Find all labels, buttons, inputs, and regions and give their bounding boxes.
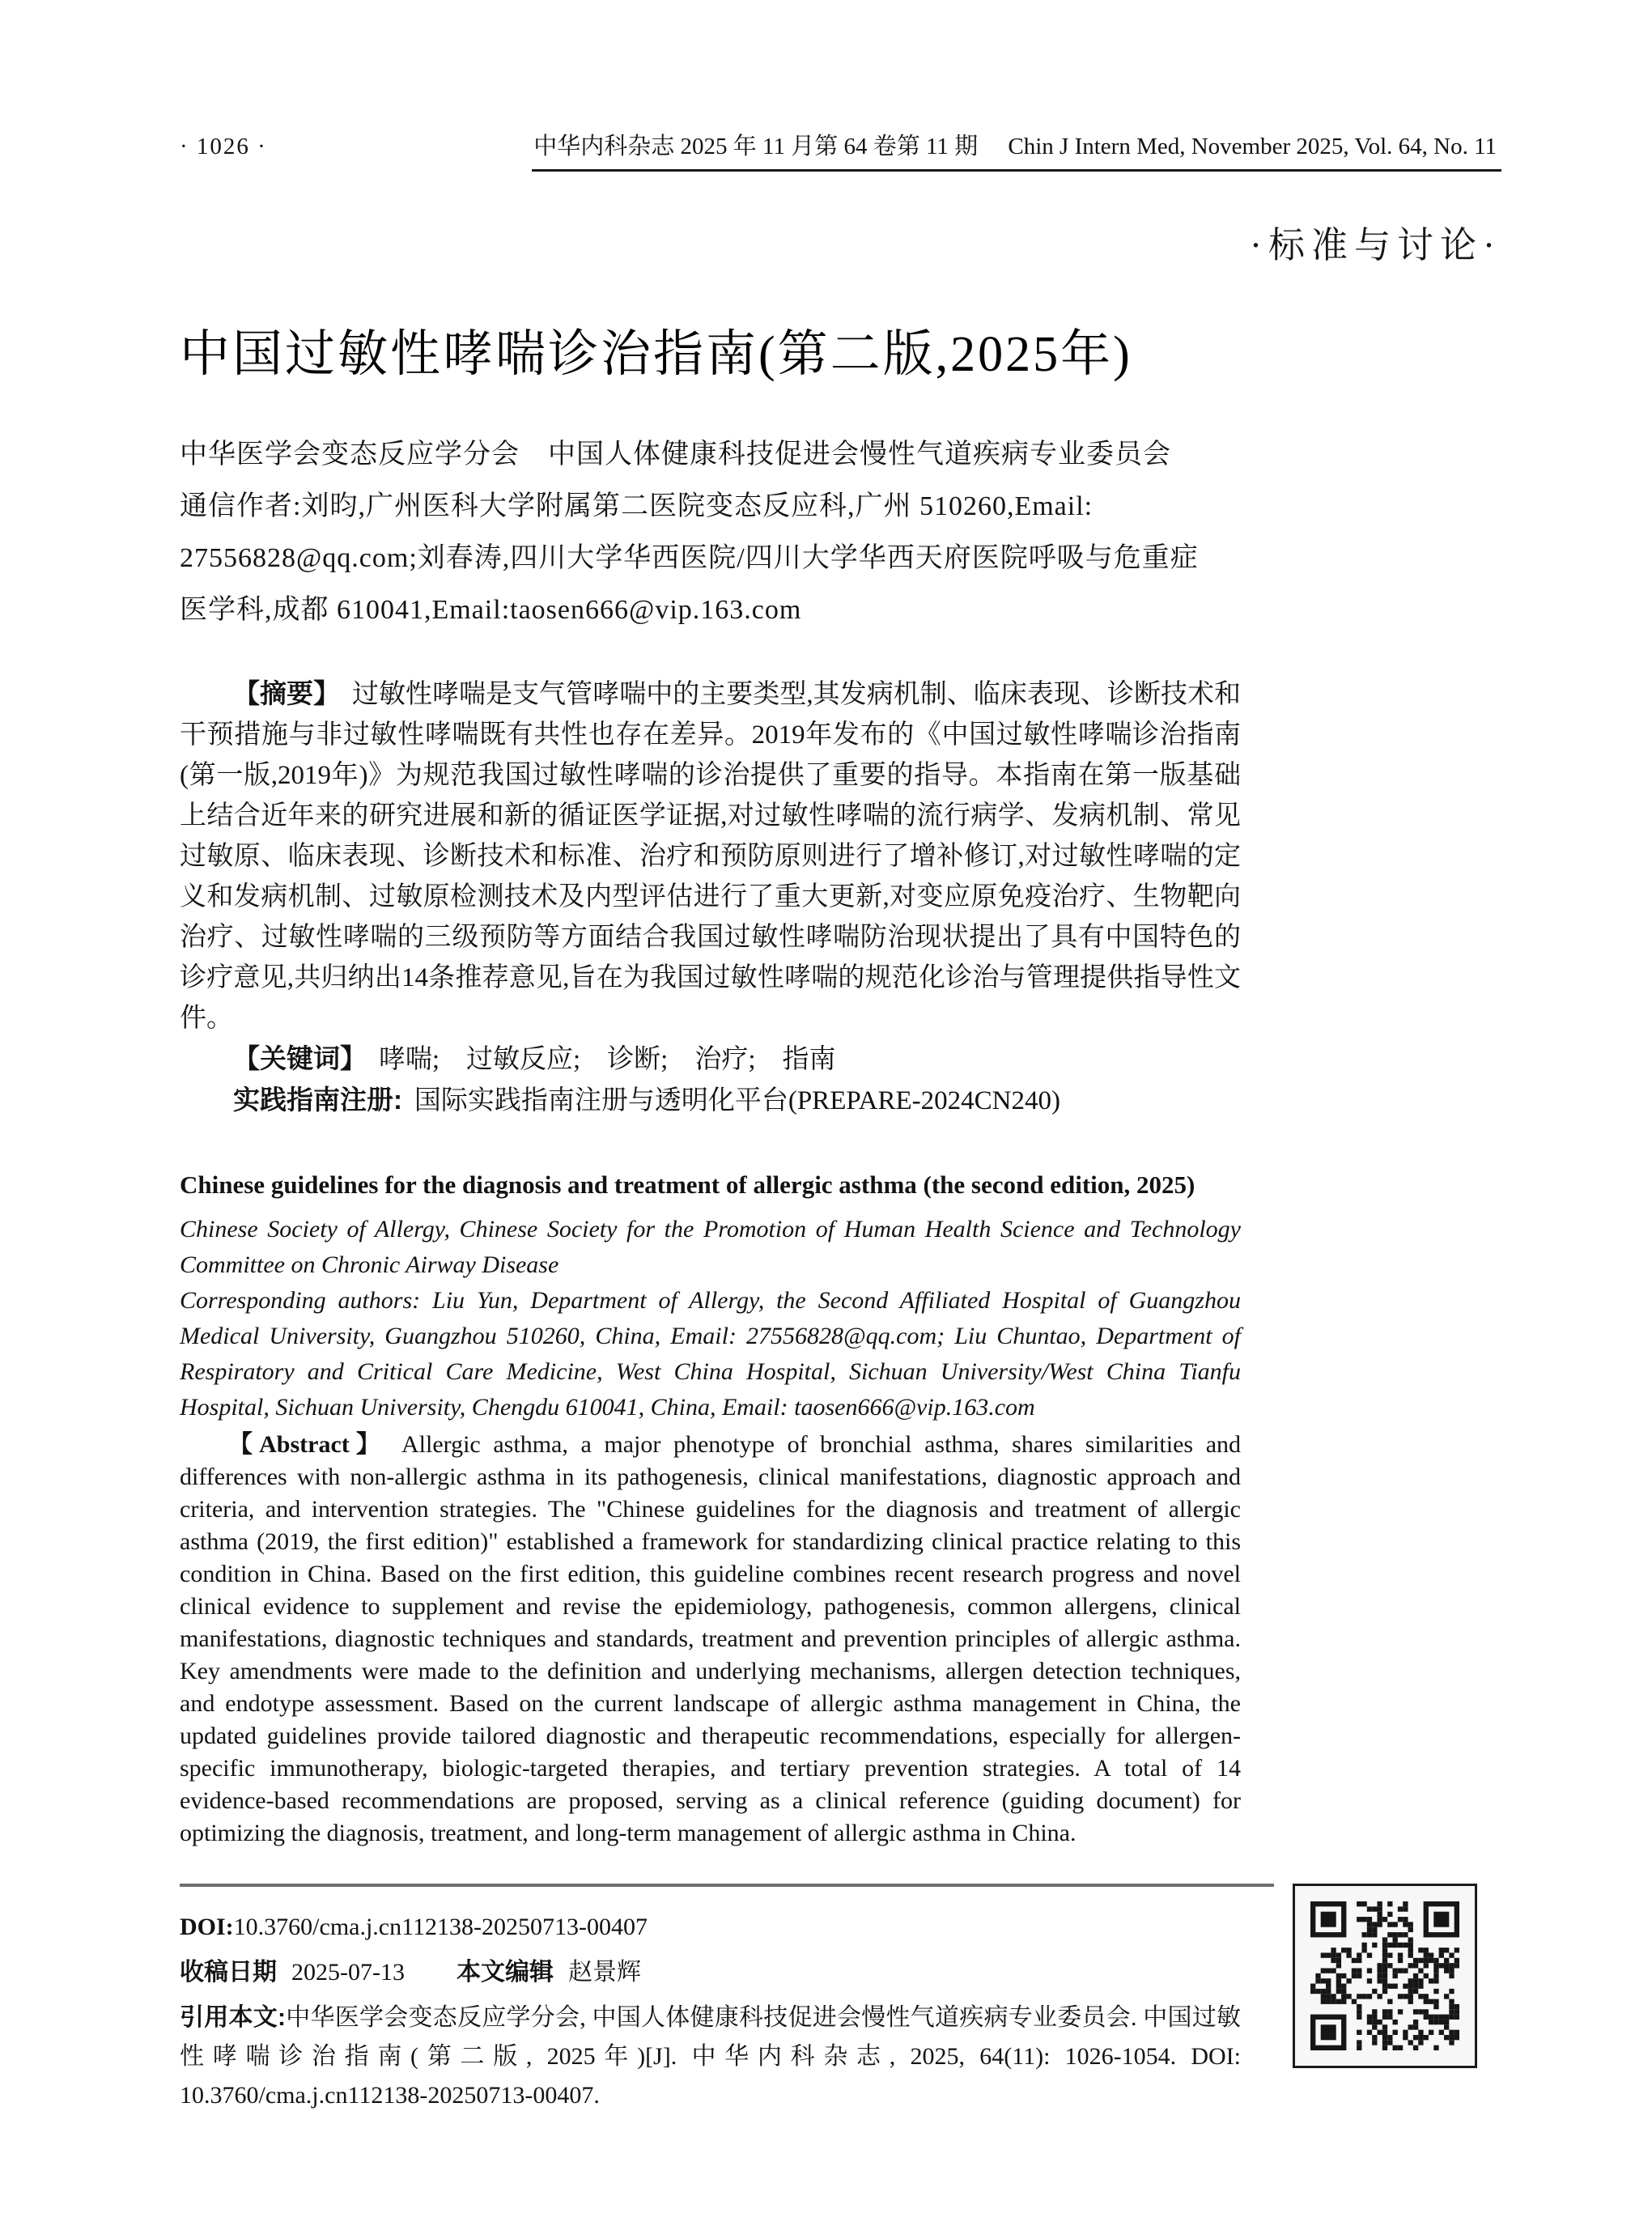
- editor-value: 赵景辉: [567, 1959, 641, 1986]
- author-line: 中华医学会变态反应学分会 中国人体健康科技促进会慢性气道疾病专业委员会: [180, 440, 1171, 469]
- doi-label: DOI:: [180, 1914, 234, 1940]
- editor-label: 本文编辑: [456, 1959, 554, 1986]
- qr-code-pattern: [1310, 1901, 1459, 2050]
- doi-value: 10.3760/cma.j.cn112138-20250713-00407: [233, 1914, 648, 1940]
- author-block: [180, 429, 1241, 636]
- author-line: 医学科,成都 610041,Email:taosen666@vip.163.com: [180, 595, 802, 625]
- abstract-label: 【摘要】: [233, 678, 341, 708]
- english-section: [180, 1166, 1241, 1850]
- footnote-divider: [180, 1884, 1274, 1887]
- registration-line: [180, 1080, 1241, 1121]
- english-abstract: [180, 1429, 1241, 1850]
- abstract-text: 过敏性哮喘是支气管哮喘中的主要类型,其发病机制、临床表现、诊断技术和干预措施与非过敏性哮喘既有共性也存在差异。2019年发布的《中国过敏性哮喘诊治指南(第一版,2019年)》为规范我国过敏性哮喘的诊治提供了重要的指导。本指南在第一版基础上结合近年来的研究进展和新的循证医学证据,对过敏性哮喘的流行病学、发病机制、常见过敏原、临床表现、诊断技术和标准、治疗和预防原则进行了增补修订,对过敏性哮喘的定义和发病机制、过敏原检测技术及内型评估进行了重大更新,对变应原免疫治疗、生物靶向治疗、过敏性哮喘的三级预防等方面结合我国过敏性哮喘防治现状提出了具有中国特色的诊疗意见,共归纳出14条推荐意见,旨在为我国过敏性哮喘的规范化诊治与管理提供指导性文件。: [180, 680, 1242, 1033]
- registration-label: 实践指南注册:: [233, 1085, 402, 1115]
- english-abstract-label: 【Abstract】: [228, 1431, 387, 1458]
- citation-text: 中华医学会变态反应学分会, 中国人体健康科技促进会慢性气道疾病专业委员会. 中国过敏性哮喘诊治指南(第二版, 2025年)[J]. 中华内科杂志, 2025, 64(11): 1026-1054. DOI: 10.3760/cma.j.cn112138-20250713-00407.: [180, 2004, 1241, 2109]
- article-title: 中国过敏性哮喘诊治指南(第二版,2025年): [180, 327, 1132, 382]
- chinese-abstract: [180, 673, 1241, 1039]
- citation-paragraph: [180, 1999, 1241, 2115]
- page-number: · 1026 ·: [180, 134, 267, 159]
- english-society: Chinese Society of Allergy, Chinese Society for the Promotion of Human Health Science and Technology Committee on Chronic Airway Disease: [180, 1216, 1241, 1278]
- journal-name-en: Chin J Intern Med, November 2025, Vol. 64, No. 11: [1008, 134, 1497, 159]
- section-label: ·标准与讨论·: [1250, 225, 1501, 266]
- received-date-value: 2025-07-13: [291, 1959, 405, 1986]
- received-date-label: 收稿日期: [180, 1959, 277, 1986]
- chinese-abstract-section: [180, 673, 1241, 1121]
- keywords-line: [180, 1039, 1241, 1080]
- page-header: [180, 128, 1501, 172]
- english-abstract-text: Allergic asthma, a major phenotype of bronchial asthma, shares similarities and differences with non-allergic asthma in its pathogenesis, clinical manifestations, diagnostic approach and criteria, and intervention strategies. The "Chinese guidelines for the diagnosis and treatment of allergic asthma (2019, the first edition)" established a framework for standardizing clinical practice relating to this condition in China. Based on the first edition, this guideline combines recent research progress and novel clinical evidence to supplement and revise the epidemiology, pathogenesis, common allergens, clinical manifestations, diagnostic techniques and standards, treatment and prevention principles of allergic asthma. Key amendments were made to the definition and underlying mechanisms, allergen detection techniques, and endotype assessment. Based on the current landscape of allergic asthma management in China, the updated guidelines provide tailored diagnostic and therapeutic recommendations, especially for allergen-specific immunotherapy, biologic-targeted therapies, and tertiary prevention strategies. A total of 14 evidence-based recommendations are proposed, serving as a clinical reference (guiding document) for optimizing the diagnosis, treatment, and long-term management of allergic asthma in China.: [180, 1431, 1242, 1846]
- english-corresponding-authors: Corresponding authors: Liu Yun, Department of Allergy, the Second Affiliated Hospital of Guangzhou Medical University, Guangzhou 510260, China, Email: 27556828@qq.com; Liu Chuntao, Department of Respiratory and Critical Care Medicine, West China Hospital, Sichuan University/West China Tianfu Hospital, Sichuan University, Chengdu 610041, China, Email: taosen666@vip.163.com: [180, 1287, 1241, 1421]
- footer: [180, 1908, 1241, 2115]
- author-line: 通信作者:刘昀,广州医科大学附属第二医院变态反应科,广州 510260,Email:: [180, 491, 1094, 521]
- journal-name-cn: 中华内科杂志 2025 年 11 月第 64 卷第 11 期: [533, 134, 979, 159]
- english-title: Chinese guidelines for the diagnosis and treatment of allergic asthma (the second edition, 2025): [180, 1170, 1195, 1199]
- citation-label: 引用本文:: [180, 2004, 286, 2031]
- qr-code: [1293, 1884, 1477, 2068]
- doi-line: [180, 1908, 1241, 1947]
- journal-citation: [532, 128, 1501, 172]
- keywords-text: 哮喘; 过敏反应; 诊断; 治疗; 指南: [378, 1045, 836, 1074]
- registration-text: 国际实践指南注册与透明化平台(PREPARE-2024CN240): [414, 1086, 1060, 1115]
- received-editor-line: [180, 1953, 1241, 1992]
- author-line: 27556828@qq.com;刘春涛,四川大学华西医院/四川大学华西天府医院呼吸与危重症: [180, 543, 1199, 573]
- keywords-label: 【关键词】: [233, 1043, 367, 1073]
